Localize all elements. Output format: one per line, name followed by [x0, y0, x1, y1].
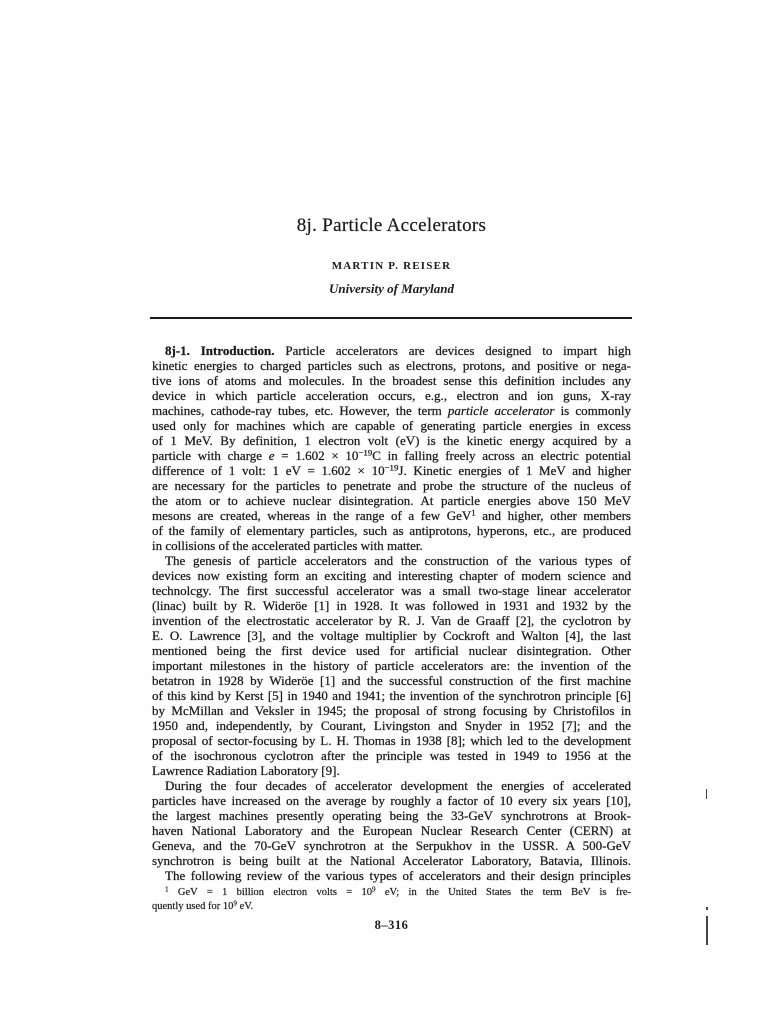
text-run: of the isochronous cyclotron after the principle was tested in 1949 to 1956 at the: [152, 748, 631, 763]
text-run: eV.: [236, 901, 254, 912]
text-line: [152, 553, 631, 568]
margin-mark: [706, 789, 707, 799]
bold-run: 8j-1. Introduction.: [165, 343, 275, 358]
text-run: J. Kinetic energies of 1 MeV and higher: [398, 463, 631, 478]
text-run: mentioned being the first device used for artificial nuclear disintegration. Other: [152, 643, 631, 658]
text-run: in collisions of the accelerated particles with matter.: [152, 538, 423, 553]
italic-run: particle accelerator: [447, 403, 555, 418]
text-run: difference of 1 volt: 1 eV = 1.602 × 10: [152, 463, 385, 478]
author-affiliation: University of Maryland: [329, 281, 454, 296]
text-line: [152, 493, 631, 508]
italic-run: e: [268, 448, 275, 463]
text-line: [152, 673, 631, 688]
superscript: 1: [165, 885, 169, 894]
text-line: [152, 343, 631, 358]
text-line: [152, 718, 631, 733]
text-run: The genesis of particle accelerators and the construction of the various types of: [165, 553, 631, 568]
text-run: = 1.602 × 10: [274, 448, 359, 463]
text-run: is commonly: [554, 403, 631, 418]
text-line: [152, 373, 631, 388]
text-line: [152, 900, 631, 914]
superscript: 9: [371, 885, 376, 894]
text-run: machines, cathode-ray tubes, etc. However, the term: [152, 403, 448, 418]
text-run: synchrotron is being built at the National Accelerator Laboratory, Batavia, Illinois.: [152, 853, 631, 868]
text-line: [152, 478, 631, 493]
body-paragraph: [152, 778, 631, 868]
text-run: of the family of elementary particles, such as antiprotons, hyperons, etc., are produced: [152, 523, 631, 538]
footnote: [152, 886, 631, 914]
text-line: [152, 568, 631, 583]
text-run: eV; in the United States the term BeV is fre-: [375, 887, 631, 898]
author-name: MARTIN P. REISER: [331, 260, 452, 272]
text-line: [152, 778, 631, 793]
text-run: tive ions of atoms and molecules. In the broadest sense this definition includes any: [152, 373, 631, 388]
text-run: the atom or to achieve nuclear disintegration. At particle energies above 150 MeV: [152, 493, 631, 508]
text-run: Geneva, and the 70-GeV synchrotron at the Serpukhov in the USSR. A 500-GeV: [152, 838, 631, 853]
text-line: [152, 598, 631, 613]
text-run: and higher, other members: [475, 508, 631, 523]
text-run: C in falling freely across an electric potential: [372, 448, 631, 463]
text-line: [152, 463, 631, 478]
text-run: by McMillan and Veksler in 1945; the proposal of strong focusing by Christofilos in: [152, 703, 631, 718]
text-line: [152, 688, 631, 703]
text-line: [152, 358, 631, 373]
body-text: [152, 343, 631, 883]
text-run: E. O. Lawrence [3], and the voltage multiplier by Cockroft and Walton [4], the last: [152, 628, 631, 643]
text-line: [152, 628, 631, 643]
title-rule: [150, 317, 632, 319]
text-line: [152, 838, 631, 853]
text-run: used only for machines which are capable of generating particle energies in excess: [152, 418, 631, 433]
margin-mark: [706, 916, 708, 945]
text-line: [152, 523, 631, 538]
text-run: Particle accelerators are devices designed to impart high: [274, 343, 631, 358]
text-run: of 1 MeV. By definition, 1 electron volt (eV) is the kinetic energy acquired by a: [152, 433, 631, 448]
text-line: [152, 433, 631, 448]
body-paragraph: [152, 553, 631, 778]
text-line: [152, 538, 631, 553]
superscript: 1: [471, 507, 476, 518]
text-run: of this kind by Kerst [5] in 1940 and 1941; the invention of the synchrotron principle [6]: [152, 688, 631, 703]
text-line: [152, 763, 631, 778]
superscript: −19: [384, 462, 399, 473]
text-run: device in which particle acceleration occurs, e.g., electron and ion guns, X-ray: [152, 388, 631, 403]
text-run: (linac) built by R. Wideröe [1] in 1928. It was followed in 1931 and 1932 by the: [152, 598, 631, 613]
text-run: invention of the electrostatic accelerator by R. J. Van de Graaff [2], the cyclotron by: [152, 613, 631, 628]
text-run: 1950 and, independently, by Courant, Livingston and Snyder in 1952 [7]; and the: [152, 718, 631, 733]
text-line: [152, 823, 631, 838]
text-line: [152, 733, 631, 748]
text-run: technolcgy. The first successful accelerator was a small two-stage linear accelerator: [152, 583, 631, 598]
text-run: During the four decades of accelerator development the energies of accelerated: [165, 778, 631, 793]
text-run: particles have increased on the average by roughly a factor of 10 every six years [10],: [152, 793, 631, 808]
text-line: [152, 853, 631, 868]
superscript: 9: [233, 899, 237, 908]
text-line: [152, 418, 631, 433]
text-line: [152, 508, 631, 523]
text-run: important milestones in the history of particle accelerators are: the invention of the: [152, 658, 631, 673]
text-run: mesons are created, whereas in the range of a few GeV: [152, 508, 472, 523]
text-run: particle with charge: [152, 448, 269, 463]
text-line: [152, 613, 631, 628]
text-run: are necessary for the particles to penetrate and probe the structure of the nucleus of: [152, 478, 631, 493]
section-title: 8j. Particle Accelerators: [296, 215, 487, 236]
superscript: −19: [358, 447, 373, 458]
text-run: Lawrence Radiation Laboratory [9].: [152, 763, 340, 778]
text-line: [152, 703, 631, 718]
body-paragraph: [152, 343, 631, 553]
margin-mark: [706, 907, 708, 910]
page-number: 8–316: [374, 918, 409, 932]
text-line: [152, 868, 631, 883]
text-line: [152, 643, 631, 658]
text-run: The following review of the various types of accelerators and their design principles: [165, 868, 631, 883]
text-line: [152, 808, 631, 823]
text-run: kinetic energies to charged particles such as electrons, protons, and positive or nega-: [152, 358, 631, 373]
text-run: the largest machines presently operating being the 33-GeV synchrotrons at Brook-: [152, 808, 631, 823]
text-line: [152, 388, 631, 403]
text-line: [152, 583, 631, 598]
text-line: [152, 403, 631, 418]
text-line: [152, 448, 631, 463]
text-run: GeV = 1 billion electron volts = 10: [168, 887, 372, 898]
text-run: proposal of sector-focusing by L. H. Thomas in 1938 [8]; which led to the development: [152, 733, 631, 748]
text-line: [152, 886, 631, 900]
text-run: devices now existing form an exciting and interesting chapter of modern science and: [152, 568, 631, 583]
text-line: [152, 658, 631, 673]
body-paragraph: [152, 868, 631, 883]
text-run: betatron in 1928 by Wideröe [1] and the successful construction of the first machine: [152, 673, 631, 688]
text-run: quently used for 10: [152, 901, 234, 912]
text-run: haven National Laboratory and the European Nuclear Research Center (CERN) at: [152, 823, 631, 838]
text-line: [152, 793, 631, 808]
text-line: [152, 748, 631, 763]
